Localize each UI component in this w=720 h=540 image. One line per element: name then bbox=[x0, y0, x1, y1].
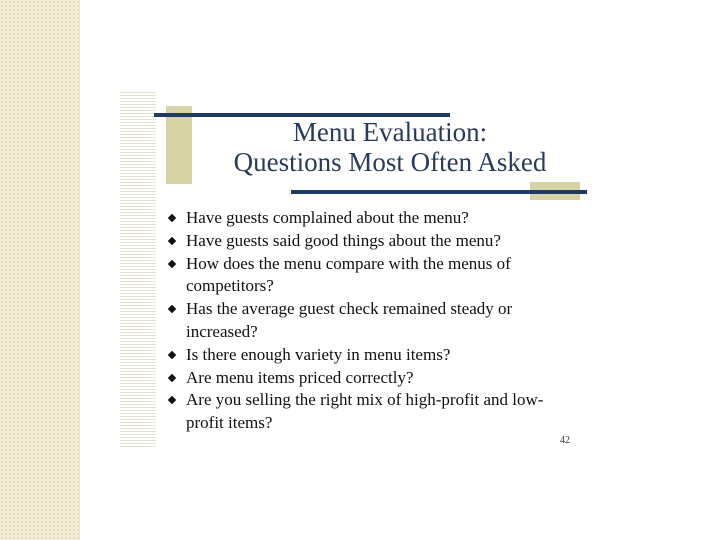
list-item bbox=[167, 230, 567, 253]
diamond-bullet-icon bbox=[168, 373, 176, 381]
bullet-list bbox=[167, 207, 567, 435]
diamond-bullet-icon bbox=[168, 237, 176, 245]
left-decorative-strip bbox=[0, 0, 80, 540]
list-item bbox=[167, 367, 567, 390]
accent-block-left bbox=[166, 106, 192, 184]
title-line-2: Questions Most Often Asked bbox=[233, 147, 547, 177]
bullet-text: Is there enough variety in menu items? bbox=[186, 344, 451, 364]
diamond-bullet-icon bbox=[168, 214, 176, 222]
diamond-bullet-icon bbox=[168, 351, 176, 359]
diamond-bullet-icon bbox=[168, 305, 176, 313]
slide bbox=[120, 90, 590, 450]
title-rule-bottom bbox=[291, 190, 587, 194]
list-item bbox=[167, 207, 567, 230]
strip-divider bbox=[79, 0, 80, 540]
title-line-1: Menu Evaluation: bbox=[292, 117, 488, 147]
page-number: 42 bbox=[560, 435, 570, 446]
list-item bbox=[167, 344, 567, 367]
bullet-text: Has the average guest check remained steady or increased? bbox=[186, 299, 513, 341]
list-item bbox=[167, 389, 567, 435]
list-item bbox=[167, 253, 567, 299]
list-item bbox=[167, 298, 567, 344]
hatched-bar bbox=[120, 92, 156, 448]
bullet-text: Are menu items priced correctly? bbox=[186, 367, 414, 387]
bullet-text: Have guests complained about the menu? bbox=[186, 208, 469, 227]
bullet-text: Are you selling the right mix of high-profit and low-profit items? bbox=[186, 390, 544, 433]
diamond-bullet-icon bbox=[168, 259, 176, 267]
slide-title bbox=[200, 117, 580, 177]
diamond-bullet-icon bbox=[168, 396, 176, 404]
bullet-text: How does the menu compare with the menus of competitors? bbox=[186, 253, 511, 296]
bullet-text: Have guests said good things about the menu? bbox=[186, 230, 501, 250]
